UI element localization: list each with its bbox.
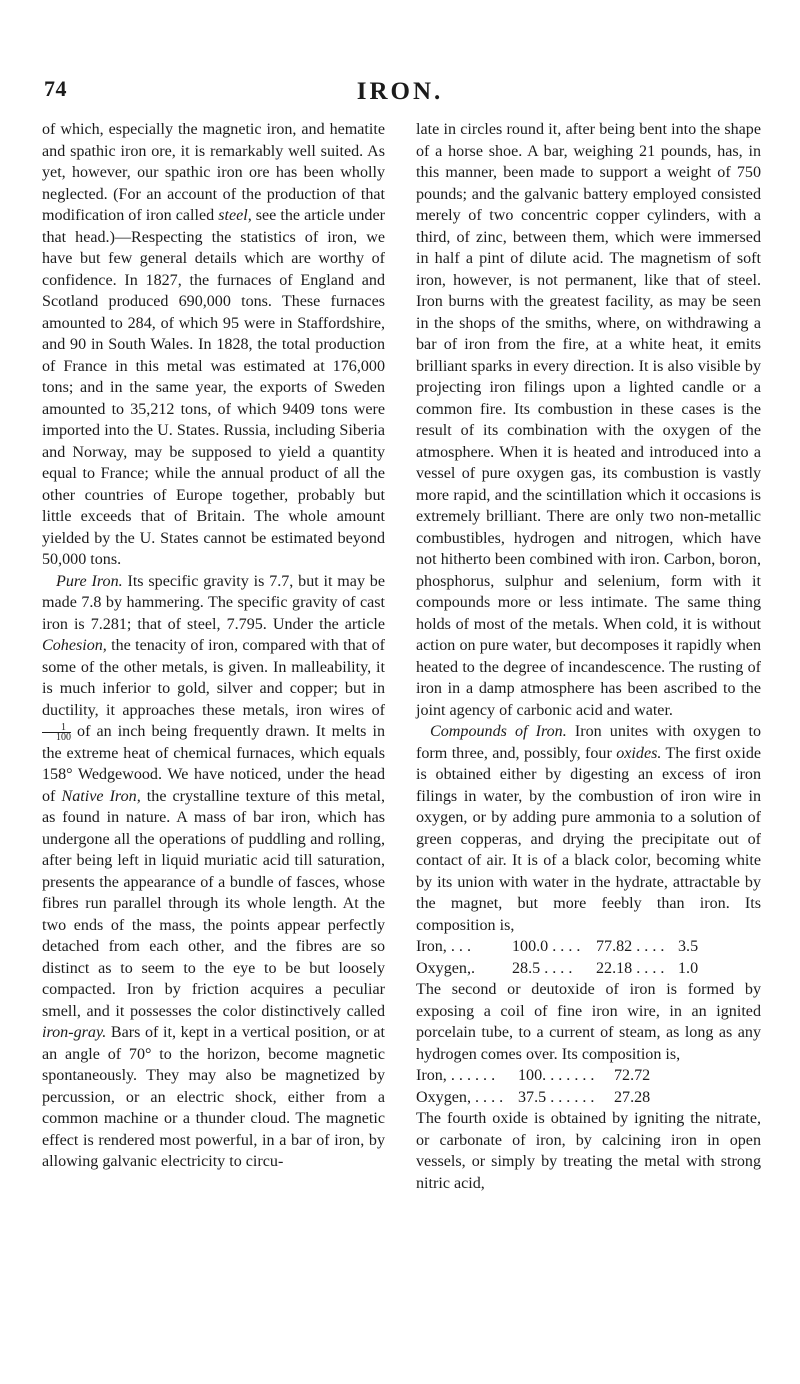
table-row: Iron, . . . . . . 100. . . . . . . 72.72 <box>416 1067 651 1084</box>
paragraph-pure-iron: Pure Iron. Its specific gravity is 7.7, but it may be made 7.8 by hammering. The specific gravity of cast iron is 7.281; that of steel, 7.795. Under the article Cohesion, the tenacity of iron, compared with that of some of the other metals, is given. In malleability, it is much inferior to gold, silver and copper; but in ductility, it approaches these metals, iron wires of $\frac{1}{100}$ of an inch being frequently drawn. It melts in the extreme heat of chemical furnaces, which equals 158° Wedgewood. We have noticed, under the head of Native Iron, the crystalline texture of this metal, as found in nature. A mass of bar iron, which has undergone all the operations of puddling and rolling, after being left in liquid muriatic acid till saturation, presents the appearance of a bundle of fasces, whose fibres run parallel through its whole length. At the two ends of the mass, the points appear perfectly detached from each other, and the fibres are so distinct as to seem to the eye to be but loosely compacted. Iron by friction acquires a peculiar smell, and it possesses the color distinctively called iron-gray. Bars of it, kept in a vertical position, or at an angle of 70° to the horizon, become magnetic spontaneously. They may also be magnetized by percussion, or an electric shock, either from a common machine or a thunder cloud. The magnetic effect is rendered most powerful, in a bar of iron, by allowing galvanic electricity to circu- <box>42 572 385 1170</box>
table-row: Iron, . . . 100.0 . . . . 77.82 . . . . 3.5 <box>416 938 699 955</box>
running-head: IRON. <box>356 78 444 105</box>
fraction-wire-gauge: $\frac{1}{100}$ <box>42 723 71 742</box>
section-heading-compounds: Compounds of Iron. <box>430 723 567 740</box>
paragraph-fourth-oxide: The fourth oxide is obtained by igniting the nitrate, or carbonate of iron, by calcining iron in open vessels, or simply by treating the metal with strong nitric acid, <box>416 1110 761 1192</box>
cross-reference-native-iron: Native Iron, <box>61 787 141 805</box>
composition-table-deutoxide <box>416 1065 674 1108</box>
paragraph-statistics: of which, especially the magnetic iron, and hematite and spathic iron ore, it is remarkably well suited. As yet, however, our spathic iron ore has been wholly neglected. (For an account of the production of that modification of iron called steel, see the article under that head.)—Respecting the statistics of iron, we have but few general details which are worthy of confidence. In 1827, the furnaces of England and Scotland produced 690,000 tons. These furnaces amounted to 284, of which 95 were in Staffordshire, and 90 in South Wales. In 1828, the total production of France in this metal was estimated at 176,000 tons; and in the same year, the exports of Sweden amounted to 35,212 tons, of which 9409 tons were imported into the U. States. Russia, including Siberia and Norway, may be supposed to yield a quantity equal to France; while the annual product of all the other countries of Europe together, probably but little exceeds that of Britain. The whole amount yielded by the U. States cannot be estimated beyond 50,000 tons. <box>42 121 385 568</box>
cross-reference-cohesion: Cohesion, <box>42 637 107 654</box>
right-column <box>416 119 761 1194</box>
paragraph-magnetism: late in circles round it, after being bent into the shape of a horse shoe. A bar, weighing 21 pounds, has, in this manner, been made to support a weight of 750 pounds; and the galvanic battery employed consisted merely of two concentric copper cylinders, with a third, of zinc, between them, which were immersed in half a pint of dilute acid. The magnetism of soft iron, however, is not permanent, like that of steel. Iron burns with the greatest facility, as may be seen in the shops of the smiths, where, on withdrawing a bar of iron from the fire, at a white heat, it emits brilliant sparks in every direction. It is also visible by projecting iron filings upon a lighted candle or a common fire. Its combustion in these cases is the result of its combination with the oxygen of the atmosphere. When it is heated and introduced into a vessel of pure oxygen gas, its combustion is vastly more rapid, and the scintillation which it occasions is extremely brilliant. There are only two non-metallic combustibles, hydrogen and nitrogen, which have not hitherto been combined with iron. Carbon, boron, phosphorus, sulphur and selenium, form with it compounds more or less intimate. The same thing holds of most of the metals. When cold, it is without action on pure water, but decomposes it rapidly when heated to the degree of incandescence. The rusting of iron in a damp atmosphere has been ascribed to the joint agency of carbonic acid and water. <box>416 121 761 719</box>
paragraph-deutoxide: The second or deutoxide of iron is formed by exposing a coil of fine iron wire, in an ignited porcelain tube, to a current of steam, as long as any hydrogen comes over. Its composition is, <box>416 981 761 1063</box>
paragraph-compounds: Compounds of Iron. Iron unites with oxygen to form three, and, possibly, four oxides. The first oxide is obtained either by digesting an excess of iron filings in water, by the combustion of iron wire in oxygen, or by adding pure ammonia to a solution of green copperas, and drying the precipitate out of contact of air. It is of a black color, becoming white by its union with water in the hydrate, attractable by the magnet, but more feebly than iron. Its composition is, <box>416 723 762 934</box>
table-row: Oxygen,. 28.5 . . . . 22.18 . . . . 1.0 <box>416 959 699 977</box>
page-number: 74 <box>44 76 67 101</box>
section-heading-pure-iron: Pure Iron. <box>56 572 123 590</box>
composition-table-first-oxide <box>416 936 728 979</box>
left-column <box>42 119 385 1173</box>
table-row: Oxygen, . . . . 37.5 . . . . . . 27.28 <box>416 1088 651 1106</box>
